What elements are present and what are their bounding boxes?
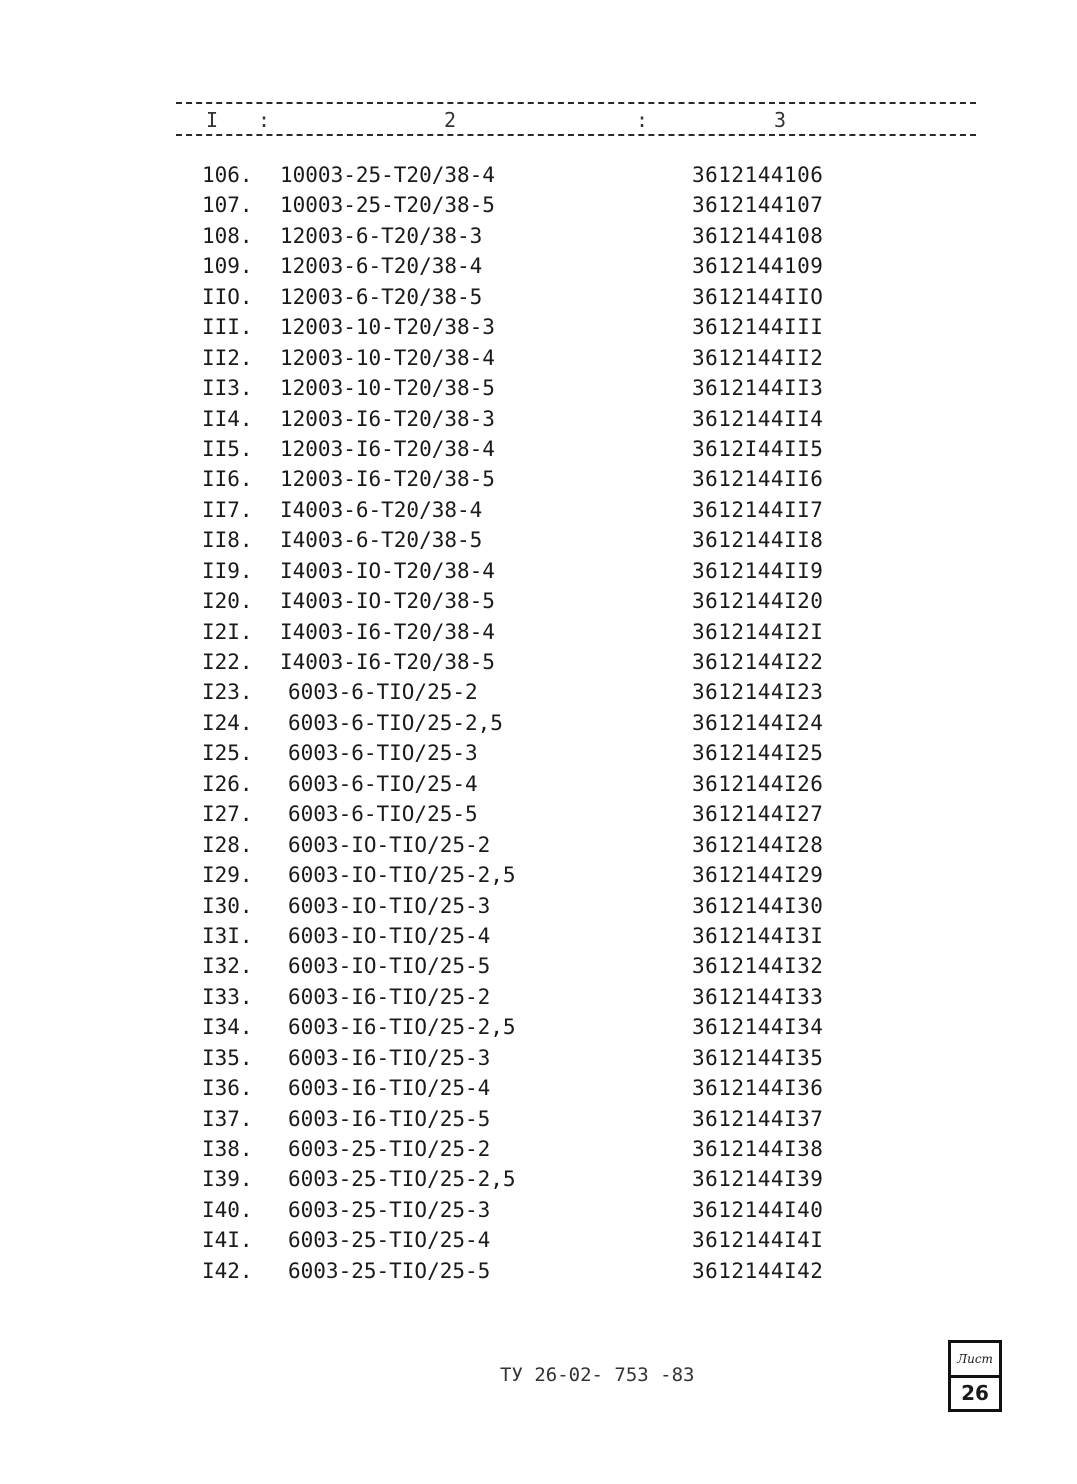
row-designation: 6003-IO-TIO/25-2,5 bbox=[288, 863, 516, 888]
row-designation: 6003-IO-TIO/25-3 bbox=[288, 893, 491, 918]
table-row bbox=[0, 982, 1077, 1012]
row-code: 3612144II9 bbox=[692, 558, 824, 583]
table-row bbox=[0, 343, 1077, 373]
row-number: 109. bbox=[202, 254, 253, 279]
table-row bbox=[0, 1073, 1077, 1103]
row-code: 3612144108 bbox=[692, 223, 824, 248]
row-code: 3612144I22 bbox=[692, 650, 824, 674]
row-number: I29. bbox=[202, 863, 253, 888]
row-code: 3612144II8 bbox=[692, 528, 824, 553]
table-row bbox=[0, 1043, 1077, 1073]
row-designation: I4003-6-T20/38-5 bbox=[280, 528, 483, 553]
table-row bbox=[0, 1225, 1077, 1255]
row-code: 3612144IIO bbox=[692, 284, 824, 309]
row-designation: 6003-I6-TIO/25-2 bbox=[288, 984, 491, 1009]
sheet-number: 26 bbox=[961, 1381, 989, 1405]
table-row bbox=[0, 1256, 1077, 1286]
row-code: 3612144I27 bbox=[692, 802, 824, 827]
row-number: III. bbox=[202, 315, 253, 340]
row-number: I23. bbox=[202, 680, 253, 705]
table-row bbox=[0, 769, 1077, 799]
row-number: I28. bbox=[202, 832, 253, 857]
row-designation: 6003-25-TIO/25-4 bbox=[288, 1228, 491, 1253]
table-row bbox=[0, 373, 1077, 403]
row-number: 108. bbox=[202, 223, 253, 248]
row-code: 3612144I38 bbox=[692, 1137, 824, 1161]
row-number: I42. bbox=[202, 1258, 253, 1283]
row-designation: 6003-IO-TIO/25-4 bbox=[288, 923, 491, 948]
row-number: I3I. bbox=[202, 923, 253, 948]
row-code: 3612144I28 bbox=[692, 832, 824, 857]
row-code: 3612144I42 bbox=[692, 1258, 824, 1283]
table-row bbox=[0, 495, 1077, 525]
row-code: 3612144II2 bbox=[692, 345, 824, 370]
row-code: 3612144I37 bbox=[692, 1106, 824, 1131]
sheet-label: Лист bbox=[951, 1347, 999, 1378]
column-separator-1: : bbox=[258, 108, 271, 132]
table-row bbox=[0, 830, 1077, 860]
table-header-rule bbox=[176, 134, 976, 136]
column-header-3: 3 bbox=[774, 108, 787, 132]
row-designation: 6003-I6-TIO/25-2,5 bbox=[288, 1015, 516, 1040]
row-code: 3612144I25 bbox=[692, 741, 824, 766]
row-designation: 6003-25-TIO/25-2 bbox=[288, 1137, 491, 1161]
row-number: I39. bbox=[202, 1167, 253, 1192]
table-row bbox=[0, 464, 1077, 494]
row-number: I32. bbox=[202, 954, 253, 979]
table-row bbox=[0, 921, 1077, 951]
table-row bbox=[0, 1195, 1077, 1225]
table-body bbox=[0, 160, 1077, 1286]
row-designation: 12003-6-T20/38-3 bbox=[280, 223, 483, 248]
row-number: I20. bbox=[202, 589, 253, 614]
table-row bbox=[0, 677, 1077, 707]
row-number: I2I. bbox=[202, 619, 253, 644]
row-code: 3612144I33 bbox=[692, 984, 824, 1009]
row-number: I30. bbox=[202, 893, 253, 918]
table-row bbox=[0, 586, 1077, 616]
row-code: 3612144106 bbox=[692, 163, 824, 187]
row-number: I4I. bbox=[202, 1228, 253, 1253]
table-row bbox=[0, 617, 1077, 647]
row-number: II7. bbox=[202, 497, 253, 522]
row-number: I26. bbox=[202, 771, 253, 796]
row-designation: 10003-25-T20/38-4 bbox=[280, 163, 495, 187]
row-code: 3612144II4 bbox=[692, 406, 824, 431]
row-designation: 6003-IO-TIO/25-2 bbox=[288, 832, 491, 857]
row-code: 3612144I24 bbox=[692, 710, 824, 735]
row-code: 3612144I26 bbox=[692, 771, 824, 796]
row-code: 3612144I40 bbox=[692, 1197, 824, 1222]
row-designation: 10003-25-T20/38-5 bbox=[280, 193, 495, 218]
row-number: II4. bbox=[202, 406, 253, 431]
row-code: 3612144I2I bbox=[692, 619, 824, 644]
row-number: 107. bbox=[202, 193, 253, 218]
row-designation: I4003-I6-T20/38-5 bbox=[280, 650, 495, 674]
row-designation: 12003-6-T20/38-5 bbox=[280, 284, 483, 309]
row-designation: 12003-I6-T20/38-4 bbox=[280, 436, 495, 461]
row-number: I22. bbox=[202, 650, 253, 674]
row-designation: 12003-I6-T20/38-3 bbox=[280, 406, 495, 431]
row-designation: 6003-6-TIO/25-5 bbox=[288, 802, 478, 827]
table-row bbox=[0, 708, 1077, 738]
row-number: I24. bbox=[202, 710, 253, 735]
row-code: 3612I44II5 bbox=[692, 436, 824, 461]
row-number: II2. bbox=[202, 345, 253, 370]
row-number: I38. bbox=[202, 1137, 253, 1161]
row-designation: I4003-IO-T20/38-4 bbox=[280, 558, 495, 583]
row-number: II6. bbox=[202, 467, 253, 492]
table-row bbox=[0, 799, 1077, 829]
row-designation: 6003-6-TIO/25-3 bbox=[288, 741, 478, 766]
sheet-number-box bbox=[948, 1340, 1002, 1412]
column-separator-2: : bbox=[636, 108, 649, 132]
row-code: 3612144III bbox=[692, 315, 824, 340]
row-number: I33. bbox=[202, 984, 253, 1009]
row-designation: 6003-I6-TIO/25-3 bbox=[288, 1045, 491, 1070]
row-code: 3612144I35 bbox=[692, 1045, 824, 1070]
row-number: 106. bbox=[202, 163, 253, 187]
table-row bbox=[0, 556, 1077, 586]
table-row bbox=[0, 1012, 1077, 1042]
row-code: 3612144I32 bbox=[692, 954, 824, 979]
table-row bbox=[0, 312, 1077, 342]
row-number: I34. bbox=[202, 1015, 253, 1040]
row-code: 3612144I36 bbox=[692, 1076, 824, 1101]
row-number: II8. bbox=[202, 528, 253, 553]
row-designation: 6003-25-TIO/25-2,5 bbox=[288, 1167, 516, 1192]
row-code: 3612144I23 bbox=[692, 680, 824, 705]
row-designation: 6003-IO-TIO/25-5 bbox=[288, 954, 491, 979]
table-row bbox=[0, 891, 1077, 921]
row-code: 3612144I3I bbox=[692, 923, 824, 948]
table-row bbox=[0, 282, 1077, 312]
row-code: 3612144I29 bbox=[692, 863, 824, 888]
row-designation: I4003-6-T20/38-4 bbox=[280, 497, 483, 522]
table-row bbox=[0, 1164, 1077, 1194]
row-code: 3612144I4I bbox=[692, 1228, 824, 1253]
table-row bbox=[0, 951, 1077, 981]
table-row bbox=[0, 1104, 1077, 1134]
column-header-2: 2 bbox=[444, 108, 457, 132]
row-designation: 6003-I6-TIO/25-5 bbox=[288, 1106, 491, 1131]
row-number: IIO. bbox=[202, 284, 253, 309]
row-designation: 12003-10-T20/38-4 bbox=[280, 345, 495, 370]
table-row bbox=[0, 221, 1077, 251]
table-row bbox=[0, 860, 1077, 890]
row-code: 3612144II7 bbox=[692, 497, 824, 522]
row-designation: 12003-10-T20/38-3 bbox=[280, 315, 495, 340]
row-code: 3612144I30 bbox=[692, 893, 824, 918]
document-code: ТУ 26-02- 753 -83 bbox=[500, 1364, 695, 1386]
column-header-1: I bbox=[206, 108, 219, 132]
table-row bbox=[0, 190, 1077, 220]
table-row bbox=[0, 434, 1077, 464]
table-row bbox=[0, 251, 1077, 281]
row-designation: 6003-6-TIO/25-4 bbox=[288, 771, 478, 796]
row-number: II9. bbox=[202, 558, 253, 583]
row-number: I36. bbox=[202, 1076, 253, 1101]
table-row bbox=[0, 525, 1077, 555]
row-number: I40. bbox=[202, 1197, 253, 1222]
table-row bbox=[0, 647, 1077, 677]
row-code: 3612144I20 bbox=[692, 589, 824, 614]
table-row bbox=[0, 1134, 1077, 1164]
table-header bbox=[0, 108, 1077, 134]
row-code: 3612144109 bbox=[692, 254, 824, 279]
row-designation: 6003-I6-TIO/25-4 bbox=[288, 1076, 491, 1101]
row-designation: 6003-6-TIO/25-2,5 bbox=[288, 710, 503, 735]
row-number: II3. bbox=[202, 376, 253, 401]
row-number: I27. bbox=[202, 802, 253, 827]
table-top-rule bbox=[176, 102, 976, 104]
row-designation: 12003-6-T20/38-4 bbox=[280, 254, 483, 279]
row-designation: 12003-I6-T20/38-5 bbox=[280, 467, 495, 492]
row-number: II5. bbox=[202, 436, 253, 461]
table-row bbox=[0, 404, 1077, 434]
row-designation: I4003-IO-T20/38-5 bbox=[280, 589, 495, 614]
row-number: I37. bbox=[202, 1106, 253, 1131]
row-number: I35. bbox=[202, 1045, 253, 1070]
row-designation: 12003-10-T20/38-5 bbox=[280, 376, 495, 401]
row-designation: 6003-25-TIO/25-3 bbox=[288, 1197, 491, 1222]
table-row bbox=[0, 160, 1077, 190]
row-code: 3612144I39 bbox=[692, 1167, 824, 1192]
row-designation: 6003-25-TIO/25-5 bbox=[288, 1258, 491, 1283]
row-number: I25. bbox=[202, 741, 253, 766]
row-designation: 6003-6-TIO/25-2 bbox=[288, 680, 478, 705]
row-designation: I4003-I6-T20/38-4 bbox=[280, 619, 495, 644]
row-code: 3612144II6 bbox=[692, 467, 824, 492]
row-code: 3612144107 bbox=[692, 193, 824, 218]
table-row bbox=[0, 738, 1077, 768]
row-code: 3612144II3 bbox=[692, 376, 824, 401]
row-code: 3612144I34 bbox=[692, 1015, 824, 1040]
